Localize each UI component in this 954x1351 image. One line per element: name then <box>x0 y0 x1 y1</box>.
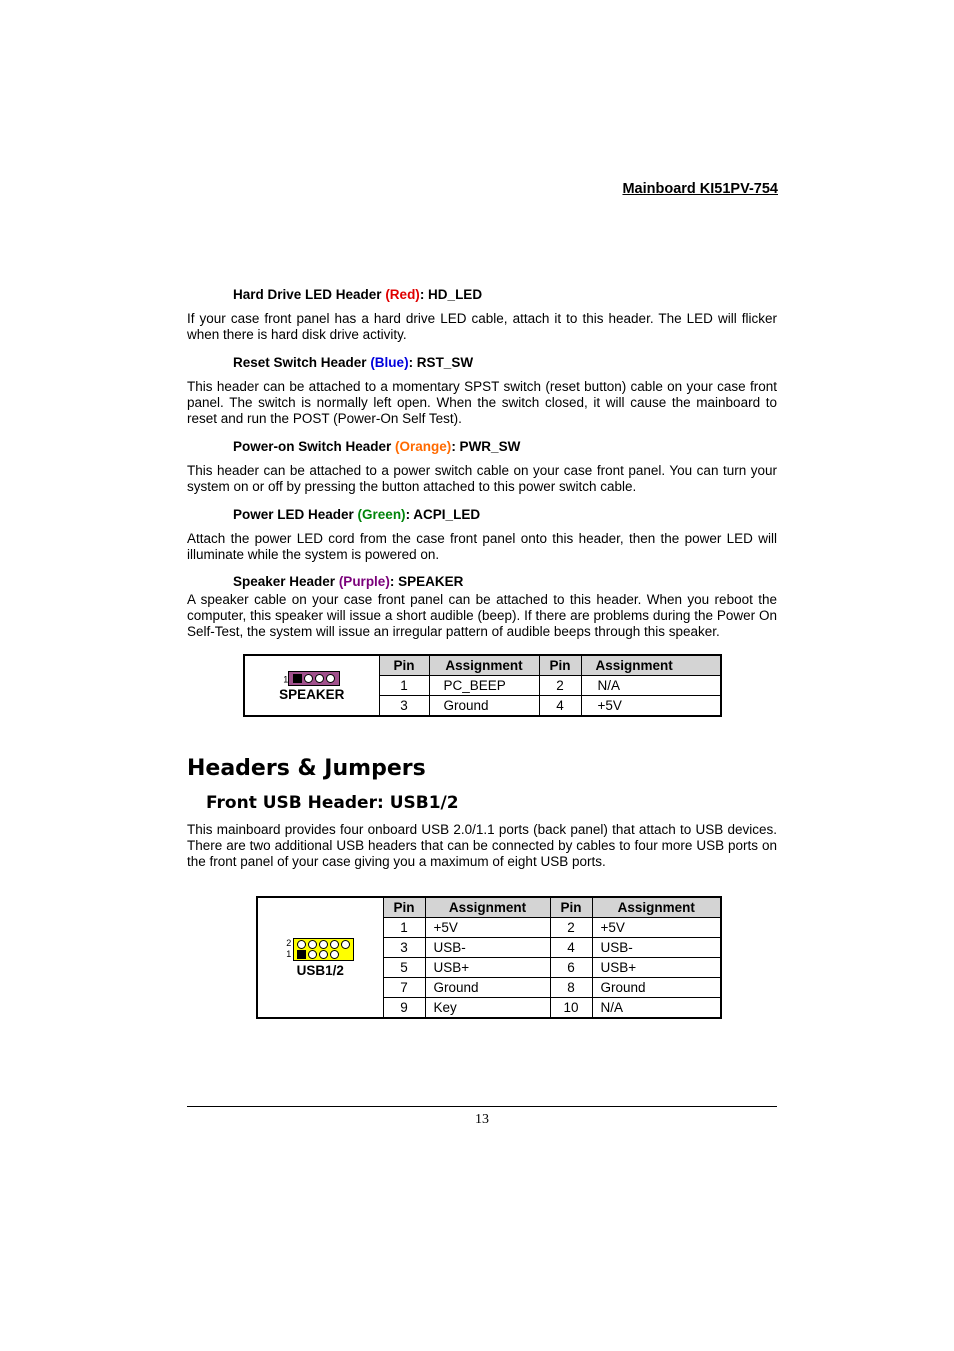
table-cell: 4 <box>539 696 581 717</box>
table-header-cell: Pin <box>550 897 592 918</box>
section-title-suffix: : HD_LED <box>419 287 483 302</box>
section-body-speaker: A speaker cable on your case front panel can be attached to this header. When you reboot the computer, this speaker will issue a short audible (beep). If there are problems during the Power On Self-Test, the system will issue an irregular pattern of audible beeps through this speaker. <box>187 592 777 639</box>
section-title-text: Hard Drive LED Header <box>233 287 386 302</box>
table-cell: USB- <box>425 938 550 958</box>
table-header-cell: Pin <box>539 655 581 676</box>
table-cell: Ground <box>429 696 539 717</box>
usb-label: USB1/2 <box>296 962 344 978</box>
table-cell: 2 <box>550 918 592 938</box>
table-header-cell: Assignment <box>581 655 721 676</box>
section-title-suffix: : SPEAKER <box>389 574 464 589</box>
page-header-title: Mainboard KI51PV-754 <box>622 181 778 197</box>
table-cell: 4 <box>550 938 592 958</box>
table-cell: 5 <box>383 958 425 978</box>
section-body-pwr-sw: This header can be attached to a power switch cable on your case front panel. You can turn your system on or off by pressing the button attached to this power switch cable. <box>187 463 777 494</box>
table-cell: 6 <box>550 958 592 978</box>
speaker-header-diagram <box>244 655 379 716</box>
section-title-acpi-led <box>233 507 480 522</box>
pin-row2-mark: 2 <box>286 938 292 948</box>
table-cell: N/A <box>581 676 721 696</box>
section-heading: Headers & Jumpers <box>187 756 426 781</box>
table-cell: Ground <box>425 978 550 998</box>
table-header-cell: Assignment <box>592 897 721 918</box>
section-title-hd-led <box>233 287 482 302</box>
usb-body: This mainboard provides four onboard USB 2.0/1.1 ports (back panel) that attach to USB devices. There are two additional USB headers that can be connected by cables to four more USB ports on the front panel of your case giving you a maximum of eight USB ports. <box>187 822 777 869</box>
section-title-suffix: : RST_SW <box>408 355 474 370</box>
page-number: 13 <box>475 1112 489 1127</box>
pin1-mark: 1 <box>283 673 289 684</box>
table-cell: +5V <box>592 918 721 938</box>
color-word: (Red) <box>385 287 420 302</box>
usb-pin-table <box>256 896 722 1019</box>
section-body-rst-sw: This header can be attached to a momentary SPST switch (reset button) cable on your case front panel. The switch is normally left open. When the switch closed, it will cause the mainboard to reset and run the POST (Power-On Self Test). <box>187 379 777 426</box>
section-title-speaker <box>233 574 463 589</box>
section-title-text: Power-on Switch Header <box>233 439 396 454</box>
usb-connector-icon <box>293 938 354 961</box>
table-cell: 1 <box>383 918 425 938</box>
table-cell: 1 <box>379 676 429 696</box>
section-body-acpi-led: Attach the power LED cord from the case front panel onto this header, then the power LED will illuminate while the system is powered on. <box>187 531 777 562</box>
table-cell: 3 <box>379 696 429 717</box>
table-cell: USB- <box>592 938 721 958</box>
footer-rule <box>187 1106 777 1107</box>
section-title-suffix: : PWR_SW <box>451 439 521 454</box>
table-cell: USB+ <box>425 958 550 978</box>
table-cell: 9 <box>383 998 425 1019</box>
table-cell: 3 <box>383 938 425 958</box>
table-header-cell: Pin <box>383 897 425 918</box>
table-cell: 10 <box>550 998 592 1019</box>
pin-row1-mark: 1 <box>286 949 292 959</box>
table-cell: Ground <box>592 978 721 998</box>
usb-header-diagram <box>257 897 383 1018</box>
table-cell: N/A <box>592 998 721 1019</box>
color-word: (Purple) <box>338 574 390 589</box>
table-cell: Key <box>425 998 550 1019</box>
table-header-cell: Assignment <box>429 655 539 676</box>
table-cell: 7 <box>383 978 425 998</box>
section-title-text: Power LED Header <box>233 507 358 522</box>
table-header-cell: Pin <box>379 655 429 676</box>
table-cell: PC_BEEP <box>429 676 539 696</box>
color-word: (Green) <box>357 507 406 522</box>
table-cell: +5V <box>581 696 721 717</box>
color-word: (Blue) <box>370 355 409 370</box>
speaker-pin-table <box>243 654 722 717</box>
table-cell: +5V <box>425 918 550 938</box>
table-header-cell: Assignment <box>425 897 550 918</box>
table-cell: USB+ <box>592 958 721 978</box>
subsection-heading: Front USB Header: USB1/2 <box>206 793 459 813</box>
table-cell: 2 <box>539 676 581 696</box>
color-word: (Orange) <box>395 439 452 454</box>
table-cell: 8 <box>550 978 592 998</box>
section-title-text: Speaker Header <box>233 574 339 589</box>
speaker-connector-icon <box>288 671 340 686</box>
section-title-text: Reset Switch Header <box>233 355 371 370</box>
section-title-suffix: : ACPI_LED <box>405 507 481 522</box>
section-title-pwr-sw <box>233 439 520 454</box>
speaker-label: SPEAKER <box>279 687 345 703</box>
section-body-hd-led: If your case front panel has a hard drive LED cable, attach it to this header. The LED will flicker when there is hard disk drive activity. <box>187 311 777 342</box>
section-title-rst-sw <box>233 355 473 370</box>
